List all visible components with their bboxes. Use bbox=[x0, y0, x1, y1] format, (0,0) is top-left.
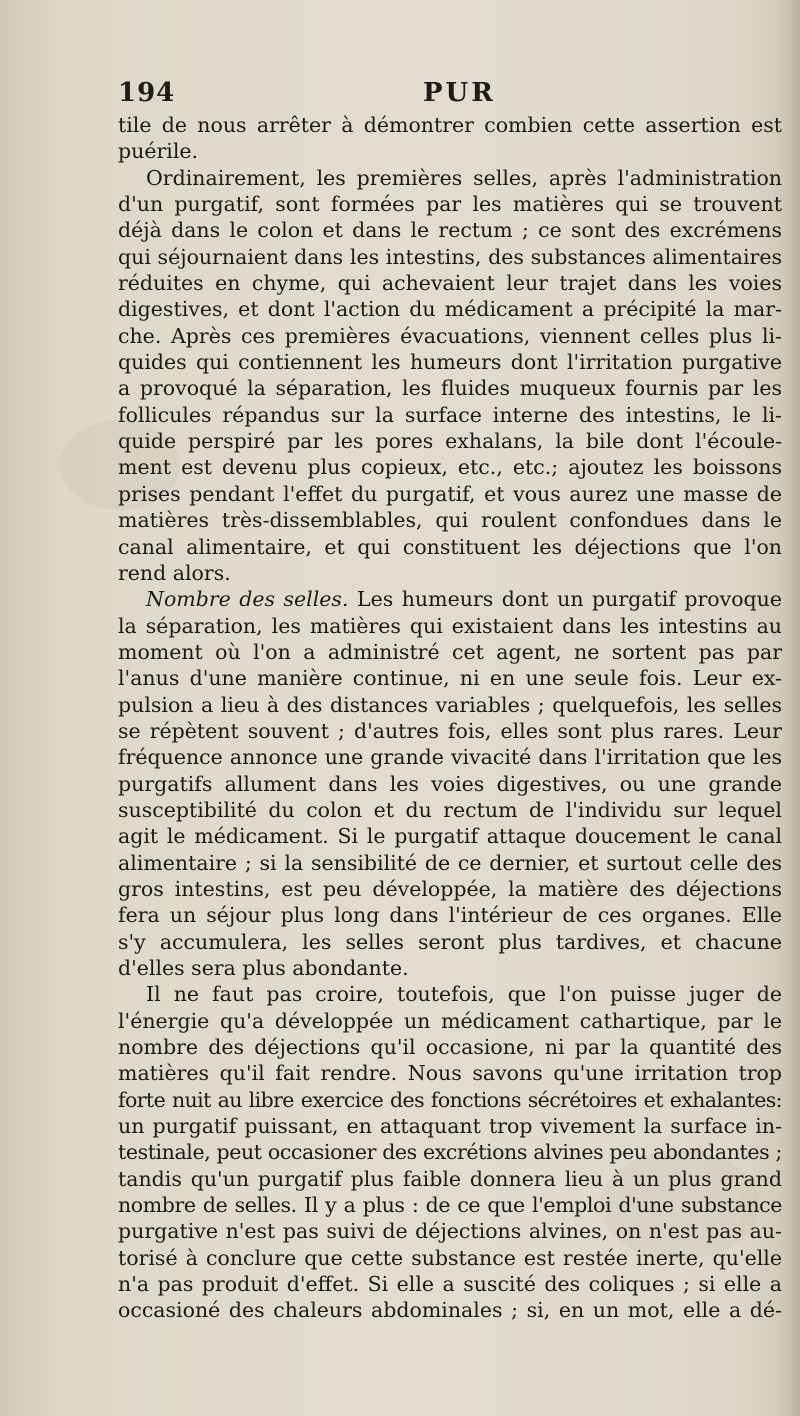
text-line: purgative n'est pas suivi de déjections alvines, on n'est pas au- bbox=[118, 1219, 782, 1244]
text-line: gros intestins, est peu développée, la matière des déjections bbox=[118, 876, 782, 901]
text-line: Ordinairement, les premières selles, après l'administration bbox=[146, 165, 782, 190]
paragraph bbox=[118, 165, 782, 587]
text-line: moment où l'on a administré cet agent, ne sortent pas par bbox=[118, 639, 782, 664]
running-header-title: PUR bbox=[423, 78, 496, 108]
text-line: fréquence annonce une grande vivacité dans l'irritation que les bbox=[118, 745, 782, 770]
text-line: quide perspiré par les pores exhalans, la bile dont l'écoule- bbox=[118, 429, 782, 454]
text-line: nombre de selles. Il y a plus : de ce que l'emploi d'une substance bbox=[118, 1193, 782, 1218]
text-line: purgatifs allument dans les voies digestives, ou une grande bbox=[118, 771, 782, 796]
text-line: canal alimentaire, et qui constituent les déjections que l'on bbox=[118, 534, 782, 559]
text-line: réduites en chyme, qui achevaient leur trajet dans les voies bbox=[118, 271, 782, 296]
text-line: puérile. bbox=[118, 139, 199, 164]
text-line: qui séjournaient dans les intestins, des substances alimentaires bbox=[118, 244, 782, 269]
text-line: pulsion a lieu à des distances variables ; quelquefois, les selles bbox=[118, 692, 782, 717]
text-line: quides qui contiennent les humeurs dont l'irritation purgative bbox=[118, 350, 782, 375]
text-line: d'un purgatif, sont formées par les matières qui se trouvent bbox=[118, 192, 782, 217]
text-line: rend alors. bbox=[118, 560, 231, 585]
text-line: agit le médicament. Si le purgatif attaque doucement le canal bbox=[118, 824, 782, 849]
text-line: nombre des déjections qu'il occasione, ni par la quantité des bbox=[118, 1035, 782, 1060]
text-line bbox=[118, 586, 782, 612]
running-head bbox=[118, 78, 782, 112]
text-line: fera un séjour plus long dans l'intérieur de ces organes. Elle bbox=[118, 903, 782, 928]
text-line: torisé à conclure que cette substance est restée inerte, qu'elle bbox=[118, 1245, 782, 1270]
text-line: matières très-dissemblables, qui roulent confondues dans le bbox=[118, 508, 782, 533]
text-line: testinale, peut occasioner des excrétions alvines peu abondantes ; bbox=[118, 1140, 782, 1165]
text-line: un purgatif puissant, en attaquant trop vivement la surface in- bbox=[118, 1114, 782, 1139]
text-line: susceptibilité du colon et du rectum de l'individu sur lequel bbox=[118, 797, 782, 822]
section-heading-italic: Nombre des selles. bbox=[146, 587, 349, 612]
page-edge-shadow bbox=[782, 0, 800, 1416]
text-line: n'a pas produit d'effet. Si elle a suscité des coliques ; si elle a bbox=[118, 1272, 782, 1297]
paragraph bbox=[118, 586, 782, 981]
text-line: ment est devenu plus copieux, etc., etc.; ajoutez les boissons bbox=[118, 455, 782, 480]
paragraph bbox=[118, 981, 782, 1323]
text-line: alimentaire ; si la sensibilité de ce dernier, et surtout celle des bbox=[118, 850, 782, 875]
text-line: l'anus d'une manière continue, ni en une seule fois. Leur ex- bbox=[118, 666, 782, 691]
text-line: l'énergie qu'a développée un médicament cathartique, par le bbox=[118, 1008, 782, 1033]
text-line: che. Après ces premières évacuations, viennent celles plus li- bbox=[118, 323, 782, 348]
text-line: matières qu'il fait rendre. Nous savons qu'une irritation trop bbox=[118, 1061, 782, 1086]
text-line: occasioné des chaleurs abdominales ; si, en un mot, elle a dé- bbox=[118, 1298, 782, 1323]
text-line: tile de nous arrêter à démontrer combien cette assertion est bbox=[118, 113, 782, 137]
text-line: s'y accumulera, les selles seront plus tardives, et chacune bbox=[118, 929, 782, 954]
text-line: la séparation, les matières qui existaient dans les intestins au bbox=[118, 613, 782, 638]
text-line: digestives, et dont l'action du médicament a précipité la mar- bbox=[118, 297, 782, 322]
text-line: follicules répandus sur la surface interne des intestins, le li- bbox=[118, 402, 782, 427]
paragraph bbox=[118, 112, 782, 165]
text-line: forte nuit au libre exercice des fonctions sécrétoires et exhalantes: bbox=[118, 1087, 782, 1112]
text-line: se répètent souvent ; d'autres fois, elles sont plus rares. Leur bbox=[118, 718, 782, 743]
body-text bbox=[118, 112, 782, 1324]
text-line: déjà dans le colon et dans le rectum ; ce sont des excrémens bbox=[118, 218, 782, 243]
text-line: tandis qu'un purgatif plus faible donnera lieu à un plus grand bbox=[118, 1166, 782, 1191]
text-line: a provoqué la séparation, les fluides muqueux fournis par les bbox=[118, 376, 782, 401]
text-line: prises pendant l'effet du purgatif, et vous aurez une masse de bbox=[118, 481, 782, 506]
text-line-continuation: Les humeurs dont un purgatif provoque bbox=[348, 587, 782, 612]
text-line: Il ne faut pas croire, toutefois, que l'on puisse juger de bbox=[146, 982, 782, 1007]
text-line: d'elles sera plus abondante. bbox=[118, 956, 409, 980]
page-number: 194 bbox=[118, 78, 176, 108]
